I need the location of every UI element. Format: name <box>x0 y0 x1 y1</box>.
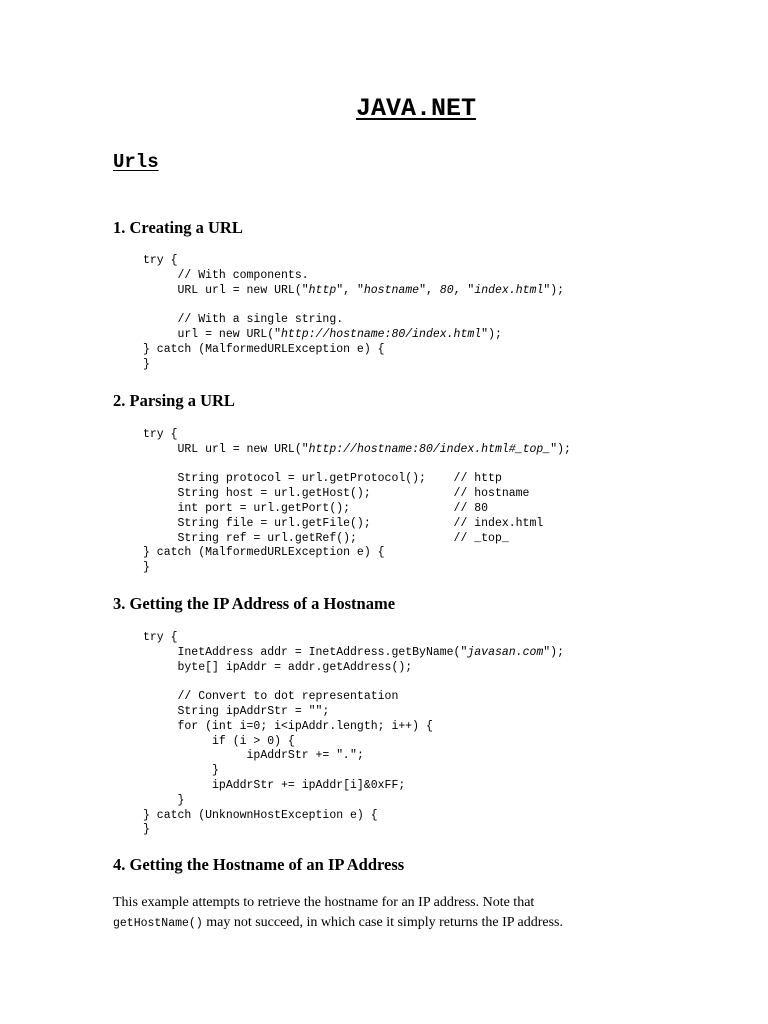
code-line: // With components. <box>143 268 309 282</box>
code-line: URL url = new URL("http", "hostname", 80, "index.html"); <box>143 283 565 297</box>
code-line: String file = url.getFile(); // index.html <box>143 516 544 530</box>
code-line: try { <box>143 254 178 267</box>
code-line: if (i > 0) { <box>143 734 295 748</box>
code-line: byte[] ipAddr = addr.getAddress(); <box>143 660 413 674</box>
code-line: // Convert to dot representation <box>143 690 399 704</box>
section-heading-hostname: 4. Getting the Hostname of an IP Address <box>113 855 405 874</box>
inline-code: getHostName() <box>113 917 203 930</box>
code-line: } <box>143 357 150 371</box>
code-block-creating-url <box>143 254 564 372</box>
code-line <box>143 675 564 690</box>
code-line: } <box>143 561 150 575</box>
document-title: JAVA.NET <box>355 94 477 123</box>
code-line: String protocol = url.getProtocol(); // http <box>143 472 502 486</box>
code-line: } <box>143 764 219 778</box>
code-block-parsing-url <box>143 428 571 576</box>
code-line: String ipAddrStr = ""; <box>143 704 330 718</box>
code-line: } catch (MalformedURLException e) { <box>143 546 385 560</box>
paragraph-text-before: This example attempts to retrieve the hostname for an IP address. Note that <box>113 895 535 910</box>
code-line: try { <box>143 428 178 441</box>
code-line: // With a single string. <box>143 313 344 327</box>
section-heading-parsing-url: 2. Parsing a URL <box>113 391 235 410</box>
code-line: url = new URL("http://hostname:80/index.html"); <box>143 327 502 341</box>
document-subtitle: Urls <box>113 151 159 173</box>
code-block-ip-address <box>143 631 564 838</box>
section-heading-creating-url: 1. Creating a URL <box>113 218 243 237</box>
paragraph-text-after: may not succeed, in which case it simply returns the IP address. <box>202 915 563 930</box>
section-paragraph <box>113 893 673 934</box>
code-line: String host = url.getHost(); // hostname <box>143 487 530 501</box>
code-line: ipAddrStr += ipAddr[i]&0xFF; <box>143 778 406 792</box>
code-line: } <box>143 793 185 807</box>
section-heading-ip-address: 3. Getting the IP Address of a Hostname <box>113 594 396 613</box>
code-line: } catch (UnknownHostException e) { <box>143 808 378 822</box>
code-line: for (int i=0; i<ipAddr.length; i++) { <box>143 719 433 733</box>
code-line <box>143 298 564 313</box>
code-line: try { <box>143 631 178 644</box>
code-line <box>143 458 571 473</box>
code-line: int port = url.getPort(); // 80 <box>143 501 489 515</box>
code-line: String ref = url.getRef(); // _top_ <box>143 531 509 545</box>
code-line: } catch (MalformedURLException e) { <box>143 342 385 356</box>
code-line: ipAddrStr += "."; <box>143 749 364 763</box>
code-line: URL url = new URL("http://hostname:80/index.html#_top_"); <box>143 442 571 456</box>
code-line: } <box>143 823 150 837</box>
code-line: InetAddress addr = InetAddress.getByName("javasan.com"); <box>143 645 564 659</box>
